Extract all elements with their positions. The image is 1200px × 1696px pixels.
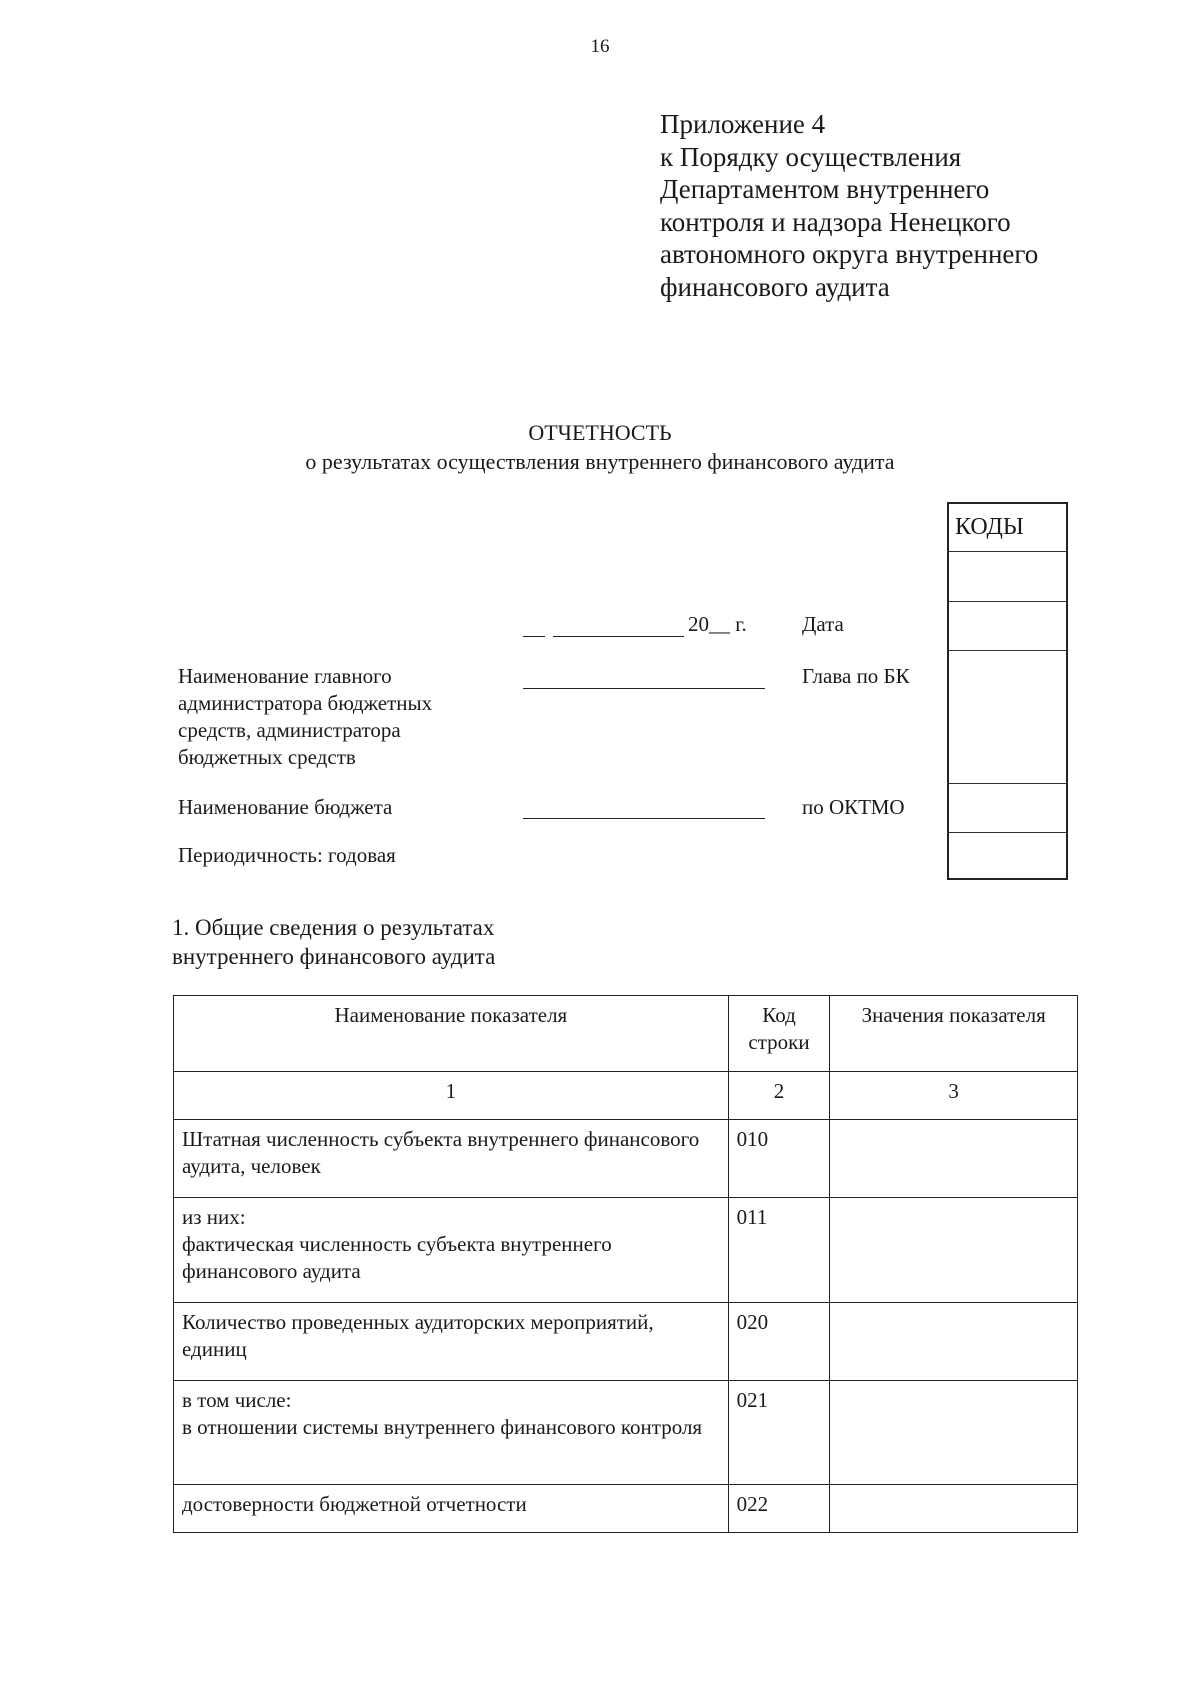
month-line xyxy=(553,636,684,637)
admin-label-line: средств, администратора xyxy=(178,718,401,742)
codes-header: КОДЫ xyxy=(949,504,1066,552)
row-value[interactable] xyxy=(830,1198,1078,1303)
budget-name-line xyxy=(523,818,765,819)
report-subtitle: о результатах осуществления внутреннего финансового аудита xyxy=(305,449,895,474)
row-name: Штатная численность субъекта внутреннего финансового аудита, человек xyxy=(174,1120,729,1198)
admin-label-line: бюджетных средств xyxy=(178,745,356,769)
table-number-row xyxy=(174,1072,1078,1120)
section-heading-line: внутреннего финансового аудита xyxy=(172,944,496,969)
column-number: 3 xyxy=(830,1072,1078,1120)
row-code: 021 xyxy=(728,1381,830,1485)
appendix-line: Департаментом внутреннего xyxy=(660,174,990,204)
admin-name-line xyxy=(523,688,765,689)
row-name: в том числе: в отношении системы внутреннего финансового контроля xyxy=(174,1381,729,1485)
row-value[interactable] xyxy=(830,1381,1078,1485)
header-indicator-values: Значения показателя xyxy=(830,996,1078,1072)
appendix-block xyxy=(660,108,1038,303)
budget-label: Наименование бюджета xyxy=(178,795,393,819)
oktmo-label: по ОКТМО xyxy=(802,795,905,819)
codes-cell-oktmo xyxy=(949,784,1066,833)
periodicity-label: Периодичность: годовая xyxy=(178,843,396,867)
codes-cell-period xyxy=(949,833,1066,878)
codes-cell-date xyxy=(949,602,1066,651)
table-row xyxy=(174,1198,1078,1303)
date-label: Дата xyxy=(802,612,844,636)
column-number: 1 xyxy=(174,1072,729,1120)
row-value[interactable] xyxy=(830,1120,1078,1198)
table-row xyxy=(174,1120,1078,1198)
table-row xyxy=(174,1381,1078,1485)
column-number: 2 xyxy=(728,1072,830,1120)
report-title: ОТЧЕТНОСТЬ xyxy=(528,420,672,445)
table-header-row xyxy=(174,996,1078,1072)
header-indicator-name: Наименование показателя xyxy=(174,996,729,1072)
row-code: 022 xyxy=(728,1485,830,1533)
page-number: 16 xyxy=(590,36,610,57)
codes-cell-bk xyxy=(949,651,1066,784)
section-heading xyxy=(172,913,495,971)
row-name: из них: фактическая численность субъекта внутреннего финансового аудита xyxy=(174,1198,729,1303)
bk-label: Глава по БК xyxy=(802,664,910,688)
appendix-line: к Порядку осуществления xyxy=(660,141,962,172)
admin-label xyxy=(178,663,432,771)
row-name: Количество проведенных аудиторских мероприятий, единиц xyxy=(174,1303,729,1381)
row-code: 011 xyxy=(728,1198,830,1303)
appendix-line: автономного округа внутреннего xyxy=(660,239,1039,269)
appendix-line: Приложение 4 xyxy=(660,109,826,139)
day-line xyxy=(523,636,545,637)
table-row xyxy=(174,1485,1078,1533)
admin-label-line: администратора бюджетных xyxy=(178,691,433,715)
row-code: 020 xyxy=(728,1303,830,1381)
admin-label-line: Наименование главного xyxy=(178,664,392,688)
row-value[interactable] xyxy=(830,1303,1078,1381)
codes-box xyxy=(947,502,1068,880)
header-line-code: Код строки xyxy=(728,996,830,1072)
codes-cell-blank xyxy=(949,552,1066,602)
results-table xyxy=(173,995,1078,1533)
section-heading-line: 1. Общие сведения о результатах xyxy=(172,915,495,940)
appendix-line: финансового аудита xyxy=(660,271,890,302)
row-value[interactable] xyxy=(830,1485,1078,1533)
appendix-line: контроля и надзора Ненецкого xyxy=(660,206,1011,237)
table-row xyxy=(174,1303,1078,1381)
row-name: достоверности бюджетной отчетности xyxy=(174,1485,729,1533)
row-code: 010 xyxy=(728,1120,830,1198)
year-text: 20__ г. xyxy=(688,612,747,636)
